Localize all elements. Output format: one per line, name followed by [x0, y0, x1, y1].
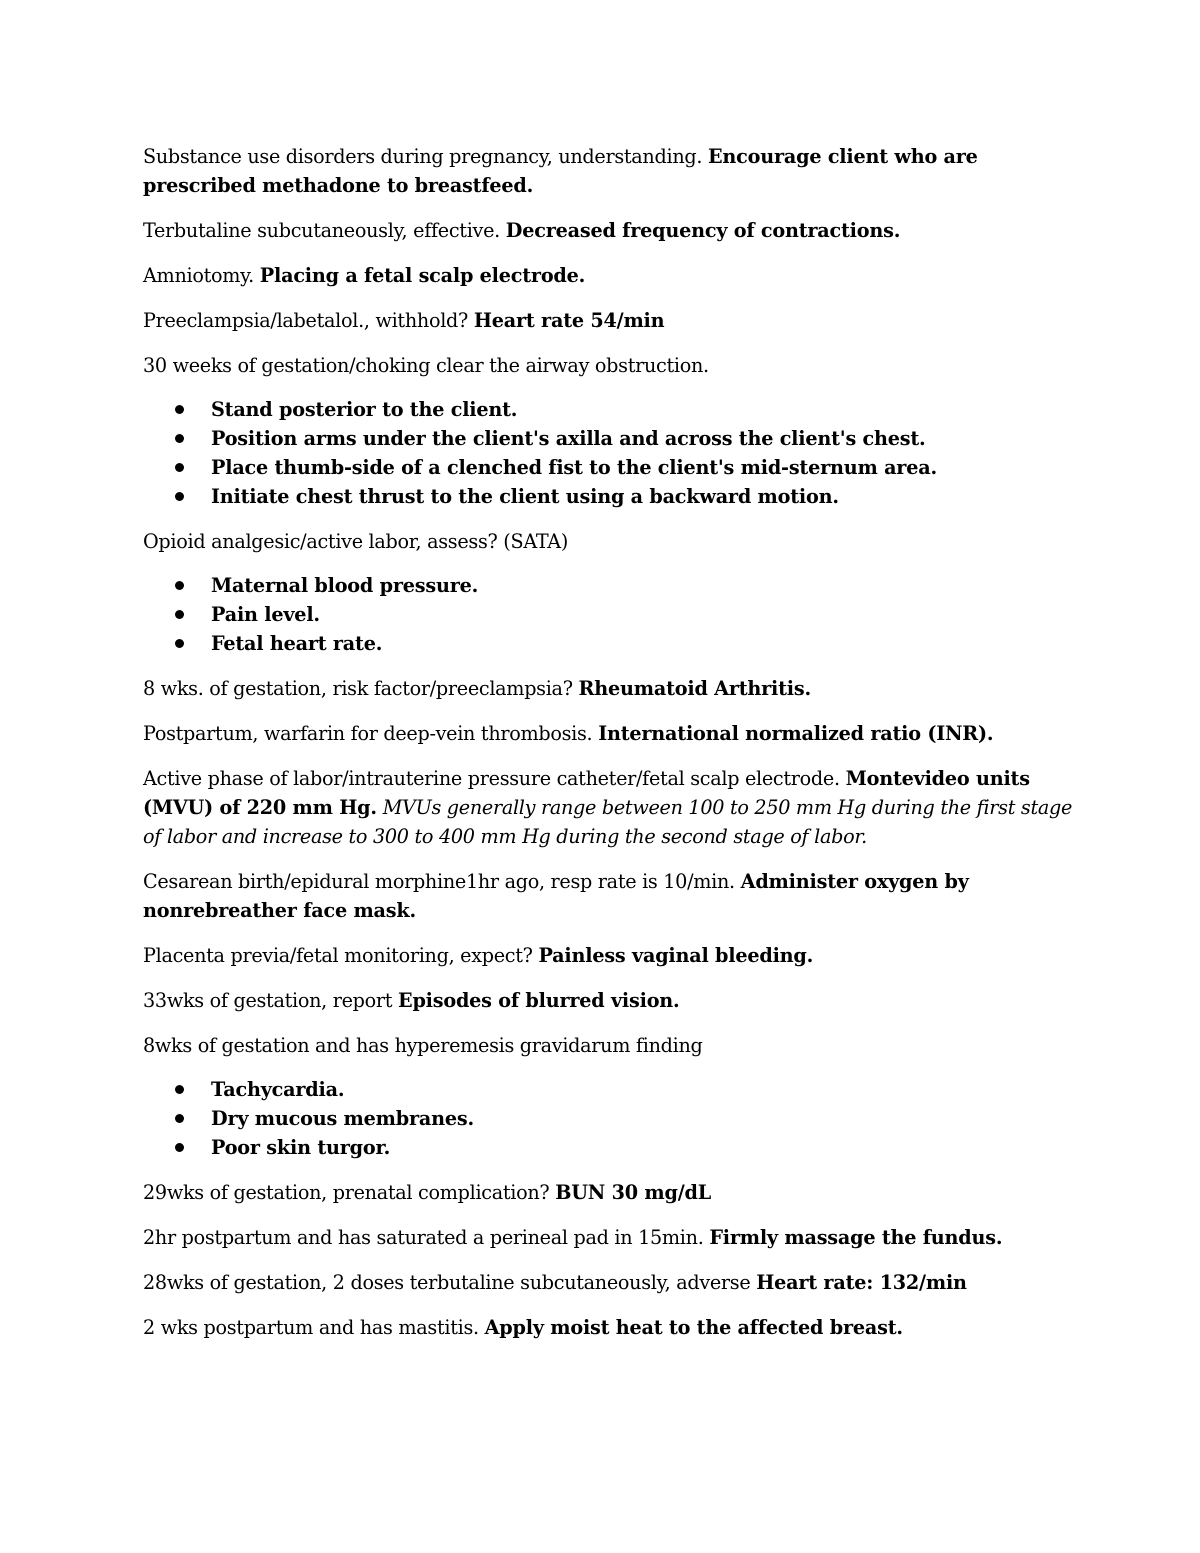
answer: Administer oxygen by nonrebreather face mask.	[143, 870, 969, 922]
bullet-icon	[175, 463, 184, 472]
bullet-icon	[175, 1114, 184, 1123]
bullet-icon	[175, 1085, 184, 1094]
paragraph: Opioid analgesic/active labor, assess? (SATA)	[143, 530, 569, 553]
paragraph: Placenta previa/fetal monitoring, expect? Painless vaginal bleeding.	[143, 944, 814, 967]
answer: Episodes of blurred vision.	[398, 989, 680, 1012]
bullet-icon	[175, 610, 184, 619]
bullet-icon	[175, 1143, 184, 1152]
list-item: Initiate chest thrust to the client using a backward motion.	[143, 482, 1073, 511]
paragraph: Postpartum, warfarin for deep-vein thrombosis. International normalized ratio (INR).	[143, 722, 994, 745]
bullet-list	[143, 395, 1073, 511]
note: MVUs generally range between 100 to 250 mm Hg during the first stage of labor and increase to 300 to 400 mm Hg during the second stage of labor.	[143, 796, 1073, 848]
bullet-icon	[175, 405, 184, 414]
list-item: Pain level.	[143, 600, 1073, 629]
answer: Decreased frequency of contractions.	[505, 219, 901, 242]
list-item: Fetal heart rate.	[143, 629, 1073, 658]
paragraph: Terbutaline subcutaneously, effective. Decreased frequency of contractions.	[143, 219, 901, 242]
paragraph: 30 weeks of gestation/choking clear the airway obstruction.	[143, 354, 709, 377]
document-page	[143, 142, 1073, 1358]
answer: Painless vaginal bleeding.	[538, 944, 814, 967]
bullet-icon	[175, 492, 184, 501]
answer: Heart rate: 132/min	[756, 1271, 967, 1294]
list-item: Stand posterior to the client.	[143, 395, 1073, 424]
bullet-icon	[175, 639, 184, 648]
paragraph: 2hr postpartum and has saturated a perineal pad in 15min. Firmly massage the fundus.	[143, 1226, 1003, 1249]
paragraph: Amniotomy. Placing a fetal scalp electrode.	[143, 264, 586, 287]
list-item: Position arms under the client's axilla and across the client's chest.	[143, 424, 1073, 453]
answer: BUN 30 mg/dL	[555, 1181, 712, 1204]
paragraph: Substance use disorders during pregnancy, understanding. Encourage client who are prescribed methadone to breastfeed.	[143, 145, 978, 197]
answer: Rheumatoid Arthritis.	[578, 677, 811, 700]
answer: Montevideo units (MVU) of 220 mm Hg.	[143, 767, 1030, 819]
answer: Heart rate 54/min	[473, 309, 665, 332]
list-item: Dry mucous membranes.	[143, 1104, 1073, 1133]
list-item: Maternal blood pressure.	[143, 571, 1073, 600]
answer: Placing a fetal scalp electrode.	[259, 264, 586, 287]
bullet-icon	[175, 581, 184, 590]
answer: International normalized ratio (INR).	[598, 722, 994, 745]
paragraph: Preeclampsia/labetalol., withhold? Heart rate 54/min	[143, 309, 665, 332]
bullet-list	[143, 571, 1073, 658]
answer: Apply moist heat to the affected breast.	[484, 1316, 903, 1339]
bullet-list	[143, 1075, 1073, 1162]
paragraph: 28wks of gestation, 2 doses terbutaline subcutaneously, adverse Heart rate: 132/min	[143, 1271, 967, 1294]
list-item: Tachycardia.	[143, 1075, 1073, 1104]
paragraph: 33wks of gestation, report Episodes of blurred vision.	[143, 989, 680, 1012]
paragraph: 8 wks. of gestation, risk factor/preeclampsia? Rheumatoid Arthritis.	[143, 677, 811, 700]
paragraph: Cesarean birth/epidural morphine1hr ago, resp rate is 10/min. Administer oxygen by nonrebreather face mask.	[143, 870, 969, 922]
list-item: Poor skin turgor.	[143, 1133, 1073, 1162]
paragraph: 29wks of gestation, prenatal complication? BUN 30 mg/dL	[143, 1181, 712, 1204]
paragraph: Active phase of labor/intrauterine pressure catheter/fetal scalp electrode. Montevideo units (MVU) of 220 mm Hg. MVUs generally range between 100 to 250 mm Hg during the first stage of labor and increase to 300 to 400 mm Hg during the second stage of labor.	[143, 767, 1073, 848]
paragraph: 2 wks postpartum and has mastitis. Apply moist heat to the affected breast.	[143, 1316, 903, 1339]
answer: Firmly massage the fundus.	[709, 1226, 1003, 1249]
bullet-icon	[175, 434, 184, 443]
answer: Encourage client who are prescribed methadone to breastfeed.	[143, 145, 978, 197]
paragraph: 8wks of gestation and has hyperemesis gravidarum finding	[143, 1034, 703, 1057]
list-item: Place thumb-side of a clenched fist to the client's mid-sternum area.	[143, 453, 1073, 482]
